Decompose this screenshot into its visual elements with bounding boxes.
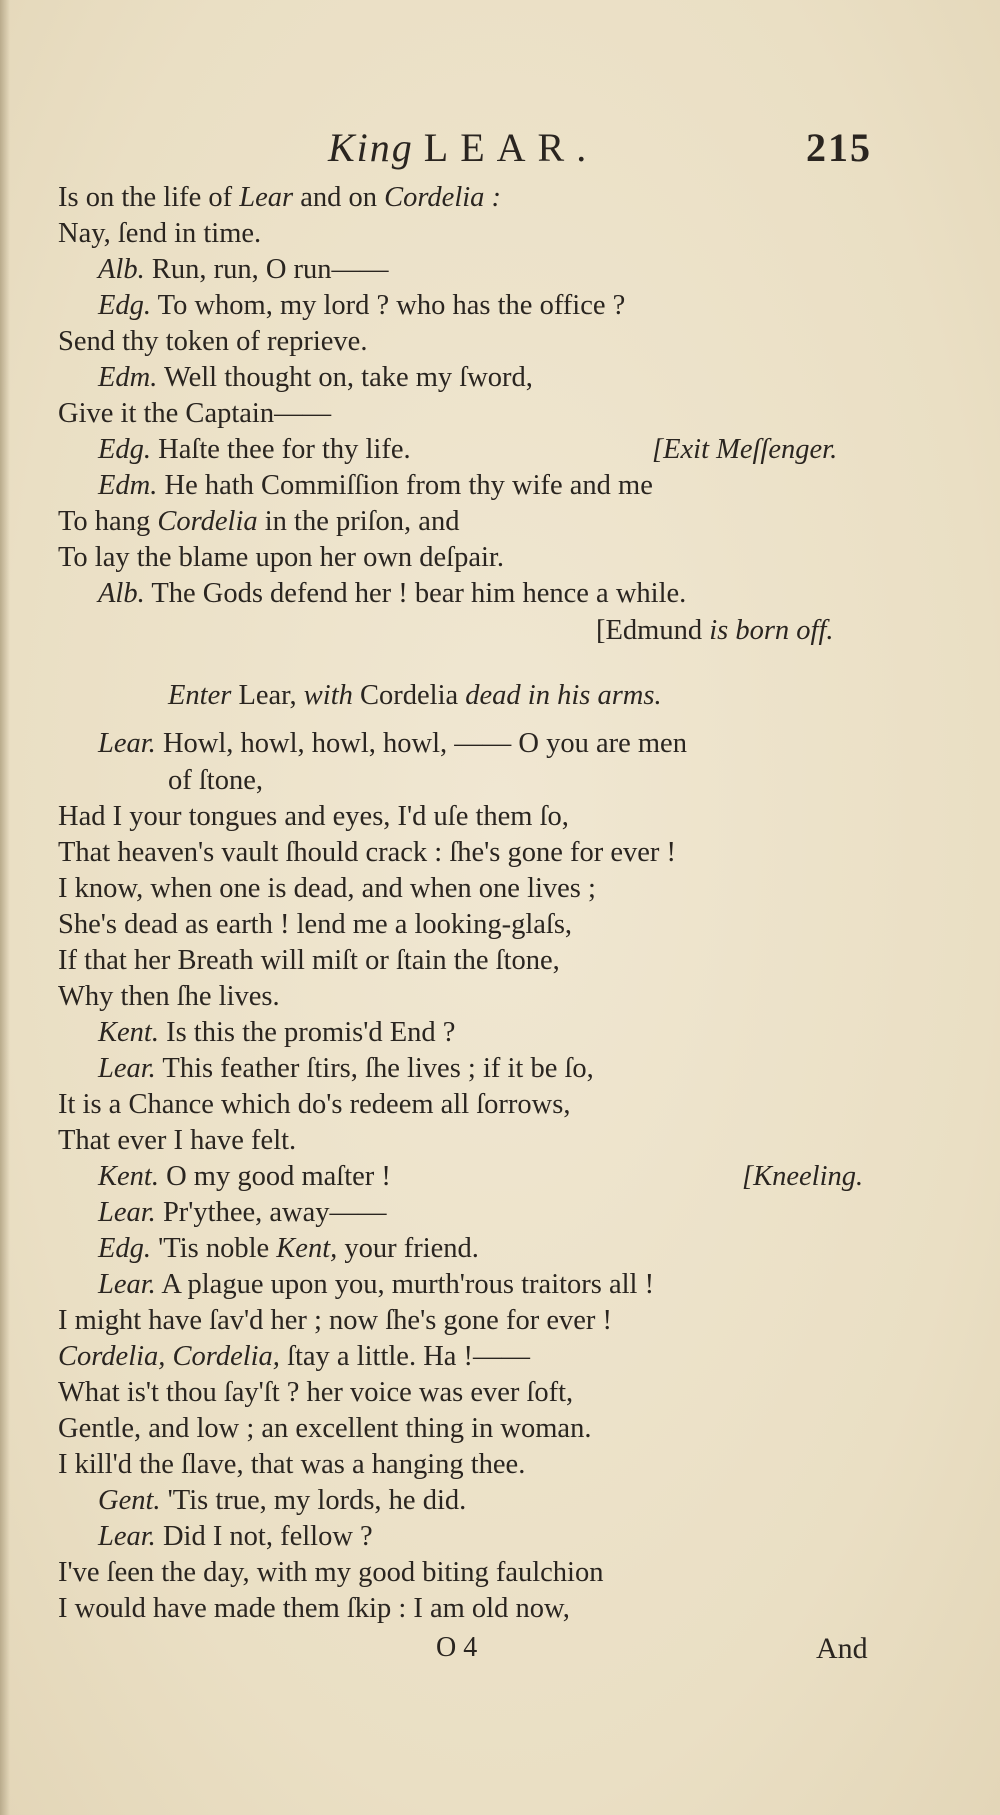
italic-name: Cordelia [157, 506, 258, 537]
verse-line [98, 468, 653, 504]
italic-name: Kent, [276, 1233, 338, 1264]
italic-name: Lear [239, 182, 294, 213]
text-run: Pr'ythee, away—— [155, 1197, 387, 1228]
verse-line [58, 1591, 570, 1627]
speaker-name: Lear. [98, 1269, 156, 1300]
text-run: Is on the life of [58, 182, 240, 213]
verse-line [98, 576, 686, 612]
running-title-italic: King [328, 125, 414, 170]
text-run: I would have made them ſkip : I am old now, [58, 1593, 570, 1624]
verse-line [58, 1303, 612, 1339]
verse-line [58, 504, 459, 540]
text-run: That ever I have felt. [58, 1125, 297, 1156]
text-run: She's dead as earth ! lend me a looking-glaſs, [58, 909, 573, 940]
verse-line [98, 432, 411, 468]
text-run: I know, when one is dead, and when one lives ; [58, 873, 596, 904]
verse-line [98, 288, 625, 324]
verse-line [58, 1555, 603, 1591]
running-title-caps: LEAR. [423, 125, 599, 170]
text-run: It is a Chance which do's redeem all ſorrows, [58, 1089, 571, 1120]
stage-direction-exit: [Exit Meſſenger. [652, 434, 838, 465]
text-run: Did I not, fellow ? [155, 1521, 373, 1552]
text-run: ſtay a little. Ha !—— [279, 1341, 531, 1372]
text-run: [Edmund [596, 615, 703, 646]
text-run: Gentle, and low ; an excellent thing in woman. [58, 1413, 592, 1444]
verse-line [98, 360, 533, 396]
speaker-name: Edg. [98, 1233, 152, 1264]
verse-line [58, 979, 280, 1015]
text-run: and on [293, 182, 385, 213]
stage-direction-edmund [596, 613, 834, 649]
verse-line [98, 1195, 387, 1231]
text-run: Well thought on, take my ſword, [157, 362, 533, 393]
running-title [328, 124, 598, 171]
verse-line [98, 1159, 391, 1195]
speaker-name: Edg. [98, 434, 152, 465]
verse-line [58, 835, 676, 871]
signature-mark: O 4 [436, 1632, 478, 1663]
text-run: To whom, my lord ? who has the office ? [151, 290, 626, 321]
text-run: What is't thou ſay'ſt ? her voice was ever ſoft, [58, 1377, 574, 1408]
verse-line [58, 396, 331, 432]
speaker-name: Lear. [98, 1521, 156, 1552]
verse-line [58, 1087, 570, 1123]
text-run: I've ſeen the day, with my good biting faulchion [58, 1557, 604, 1588]
page-header [0, 124, 1000, 184]
verse-line [58, 799, 569, 835]
verse-line [98, 252, 389, 288]
text-run: in the priſon, and [257, 506, 460, 537]
verse-line [168, 763, 263, 799]
text-run: The Gods defend her ! bear him hence a while. [144, 578, 687, 609]
verse-line [98, 1015, 455, 1051]
verse-line [98, 1519, 373, 1555]
text-run: Lear, [231, 680, 304, 711]
text-run: To hang [58, 506, 158, 537]
verse-line [98, 1483, 466, 1519]
text-run: I might have ſav'd her ; now ſhe's gone for ever ! [58, 1305, 612, 1336]
verse-line [98, 1051, 594, 1087]
italic-name: Cordelia, Cordelia, [58, 1341, 280, 1372]
speaker-name: Alb. [98, 578, 145, 609]
text-run: This feather ſtirs, ſhe lives ; if it be ſo, [155, 1053, 594, 1084]
text-run: Why then ſhe lives. [58, 981, 280, 1012]
verse-line [98, 1231, 479, 1267]
verse-line [58, 871, 596, 907]
verse-line [58, 943, 560, 979]
text-run: A plague upon you, murth'rous traitors all ! [155, 1269, 655, 1300]
catchword: And [816, 1632, 868, 1665]
verse-line [98, 726, 687, 762]
stage-direction-kneeling: [Kneeling. [742, 1161, 864, 1192]
italic-direction: Enter [168, 680, 232, 711]
text-run: Give it the Captain—— [58, 398, 332, 429]
text-run: Howl, howl, howl, howl, —— O you are men [155, 728, 687, 759]
verse-line [58, 907, 572, 943]
text-run: Cordelia [352, 680, 466, 711]
text-run: Had I your tongues and eyes, I'd uſe them ſo, [58, 801, 569, 832]
text-run: He hath Commiſſion from thy wife and me [157, 470, 653, 501]
gutter-shadow [0, 0, 10, 1815]
text-run: Run, run, O run—— [144, 254, 389, 285]
text-run: 'Tis true, my lords, he did. [160, 1485, 467, 1516]
speaker-name: Lear. [98, 1197, 156, 1228]
speaker-name: Kent. [98, 1017, 159, 1048]
text-run: Nay, ſend in time. [58, 218, 262, 249]
page-number: 215 [806, 125, 872, 170]
verse-line [98, 1267, 654, 1303]
speaker-name: Lear. [98, 1053, 156, 1084]
speaker-name: Edm. [98, 362, 158, 393]
verse-line [58, 540, 504, 576]
italic-direction: is born off. [702, 615, 834, 646]
speaker-name: Lear. [98, 728, 156, 759]
page-footer [0, 1632, 1000, 1672]
text-run: Send thy token of reprieve. [58, 326, 368, 357]
speaker-name: Gent. [98, 1485, 161, 1516]
text-run: Haſte thee for thy life. [151, 434, 411, 465]
verse-line [58, 1123, 296, 1159]
text-run: of ſtone, [168, 765, 263, 796]
text-run: I kill'd the ſlave, that was a hanging thee. [58, 1449, 526, 1480]
italic-direction: with [303, 680, 353, 711]
italic-name: Cordelia : [384, 182, 502, 213]
verse-line [58, 1339, 530, 1375]
verse-line [58, 324, 367, 360]
speaker-name: Alb. [98, 254, 145, 285]
text-run: O my good maſter ! [158, 1161, 391, 1192]
verse-line [58, 180, 501, 216]
speaker-name: Edg. [98, 290, 152, 321]
text-run: 'Tis noble [151, 1233, 277, 1264]
verse-line [58, 216, 261, 252]
text-run: Is this the promis'd End ? [158, 1017, 456, 1048]
verse-line [58, 1411, 591, 1447]
text-run: To lay the blame upon her own deſpair. [58, 542, 504, 573]
text-run: If that her Breath will miſt or ſtain the ſtone, [58, 945, 560, 976]
speaker-name: Edm. [98, 470, 158, 501]
text-run: That heaven's vault ſhould crack : ſhe's gone for ever ! [58, 837, 677, 868]
italic-direction: dead in his arms. [465, 680, 662, 711]
stage-direction-enter [168, 678, 662, 714]
speaker-name: Kent. [98, 1161, 159, 1192]
verse-line [58, 1447, 525, 1483]
text-run: your friend. [337, 1233, 479, 1264]
verse-line [58, 1375, 573, 1411]
